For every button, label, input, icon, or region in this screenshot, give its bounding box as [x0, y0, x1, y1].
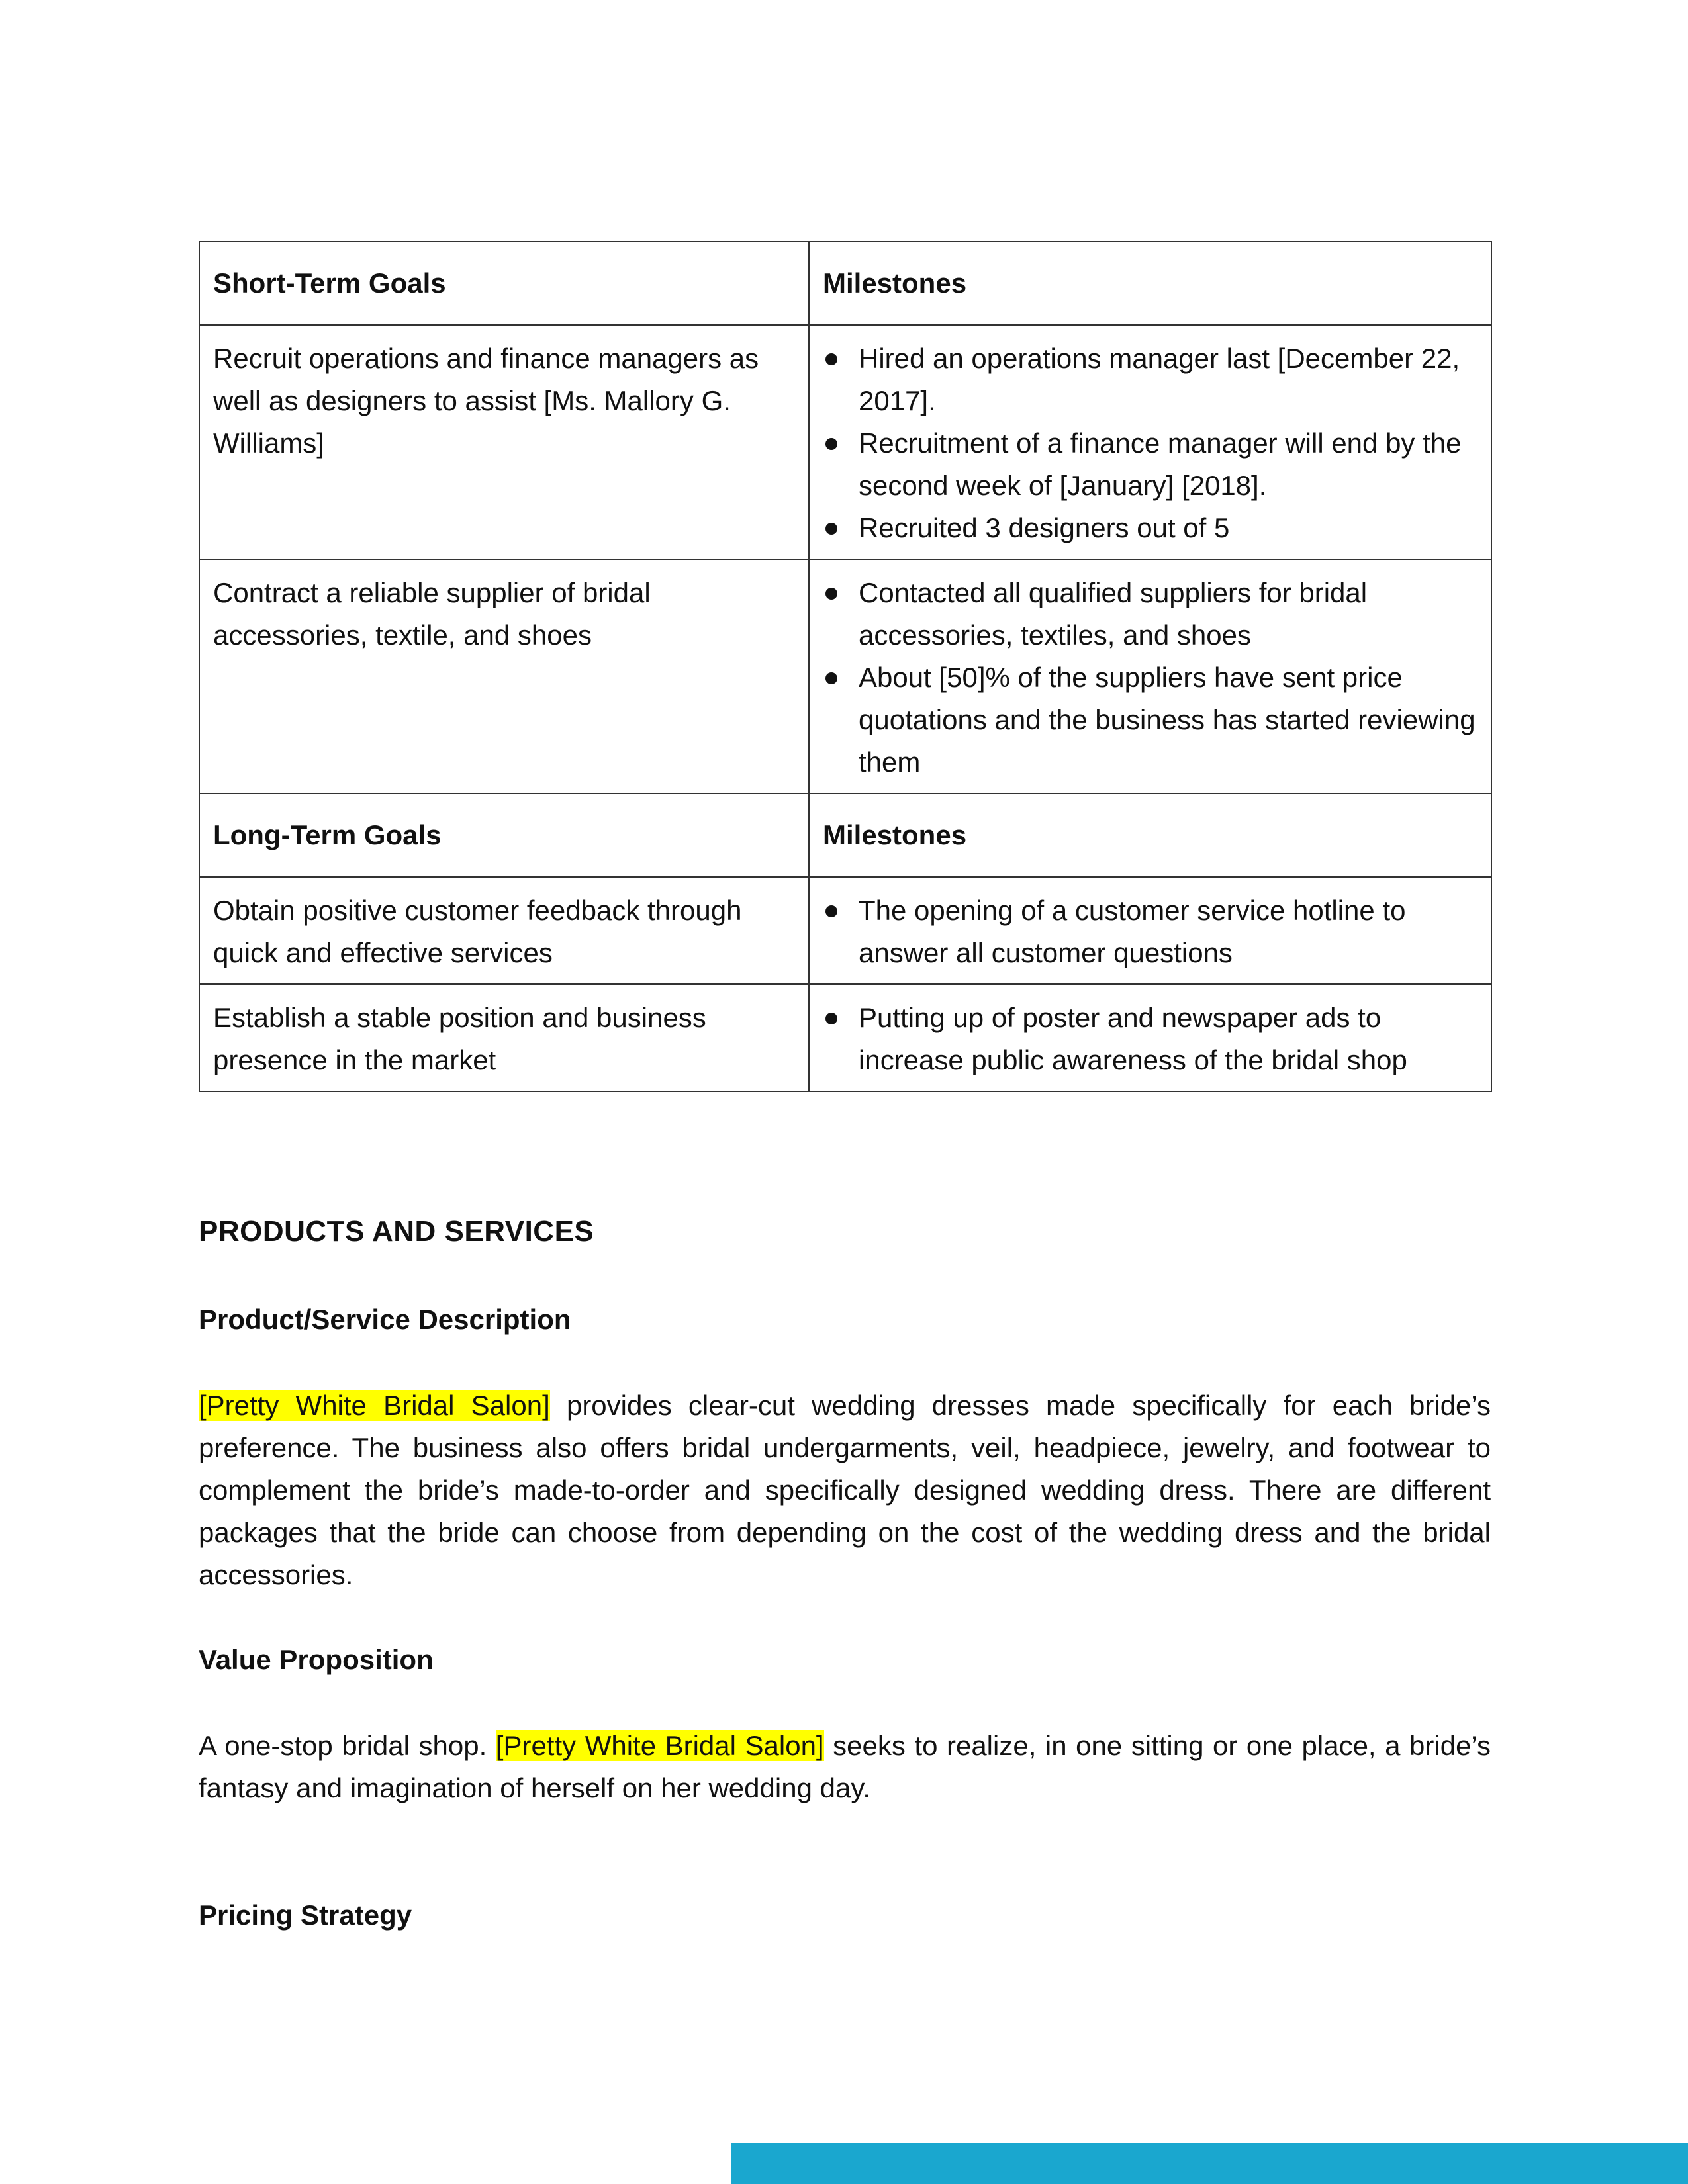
long-term-goals-header: Long-Term Goals [199, 794, 809, 877]
table-row [199, 559, 1491, 794]
description-text: provides clear-cut wedding dresses made specifically for each bride’s preference. The business also offers bridal undergarments, veil, headpiece, jewelry, and footwear to complement the bride’s made-to-order and specifically designed wedding dress. There are different packages that the bride can choose from depending on the cost of the wedding dress and the bridal accessories. [199, 1390, 1491, 1590]
business-name-highlight: [Pretty White Bridal Salon] [199, 1390, 550, 1421]
goal-cell: Contract a reliable supplier of bridal accessories, textile, and shoes [199, 559, 809, 794]
footer-accent-bar [731, 2143, 1688, 2184]
milestone-list [823, 338, 1479, 549]
milestone-list [823, 889, 1479, 974]
goals-milestones-table [199, 241, 1492, 1092]
description-heading: Product/Service Description [199, 1304, 571, 1335]
milestone-item: Hired an operations manager last [December 22, 2017]. [823, 338, 1479, 422]
milestones-cell [809, 325, 1491, 559]
table-row [199, 877, 1491, 984]
milestones-cell [809, 877, 1491, 984]
milestone-item: Recruited 3 designers out of 5 [823, 507, 1479, 549]
goal-cell: Establish a stable position and business presence in the market [199, 984, 809, 1091]
milestones-cell [809, 984, 1491, 1091]
value-proposition-paragraph [199, 1725, 1491, 1809]
value-proposition-heading: Value Proposition [199, 1644, 434, 1675]
milestone-item: Recruitment of a finance manager will end by the second week of [January] [2018]. [823, 422, 1479, 507]
milestone-item: Putting up of poster and newspaper ads to increase public awareness of the bridal shop [823, 997, 1479, 1081]
section-title: PRODUCTS AND SERVICES [199, 1215, 594, 1248]
value-text-before: A one-stop bridal shop. [199, 1730, 496, 1761]
milestone-item: About [50]% of the suppliers have sent price quotations and the business has started reviewing them [823, 657, 1479, 784]
milestones-header: Milestones [809, 794, 1491, 877]
value-text-after: seeks to realize, in one sitting or one place, a bride’s fantasy and imagination of herself on her wedding day. [199, 1730, 1491, 1803]
milestone-item: The opening of a customer service hotline to answer all customer questions [823, 889, 1479, 974]
table-row [199, 984, 1491, 1091]
table-row [199, 325, 1491, 559]
milestone-list [823, 997, 1479, 1081]
table-header-row [199, 794, 1491, 877]
business-name-highlight: [Pretty White Bridal Salon] [495, 1730, 824, 1761]
milestones-cell [809, 559, 1491, 794]
short-term-goals-header: Short-Term Goals [199, 242, 809, 325]
milestone-list [823, 572, 1479, 784]
table-header-row [199, 242, 1491, 325]
description-paragraph [199, 1385, 1491, 1596]
milestones-header: Milestones [809, 242, 1491, 325]
milestone-item: Contacted all qualified suppliers for bridal accessories, textiles, and shoes [823, 572, 1479, 657]
goal-cell: Recruit operations and finance managers as well as designers to assist [Ms. Mallory G. Williams] [199, 325, 809, 559]
pricing-strategy-heading: Pricing Strategy [199, 1899, 412, 1931]
goal-cell: Obtain positive customer feedback through quick and effective services [199, 877, 809, 984]
